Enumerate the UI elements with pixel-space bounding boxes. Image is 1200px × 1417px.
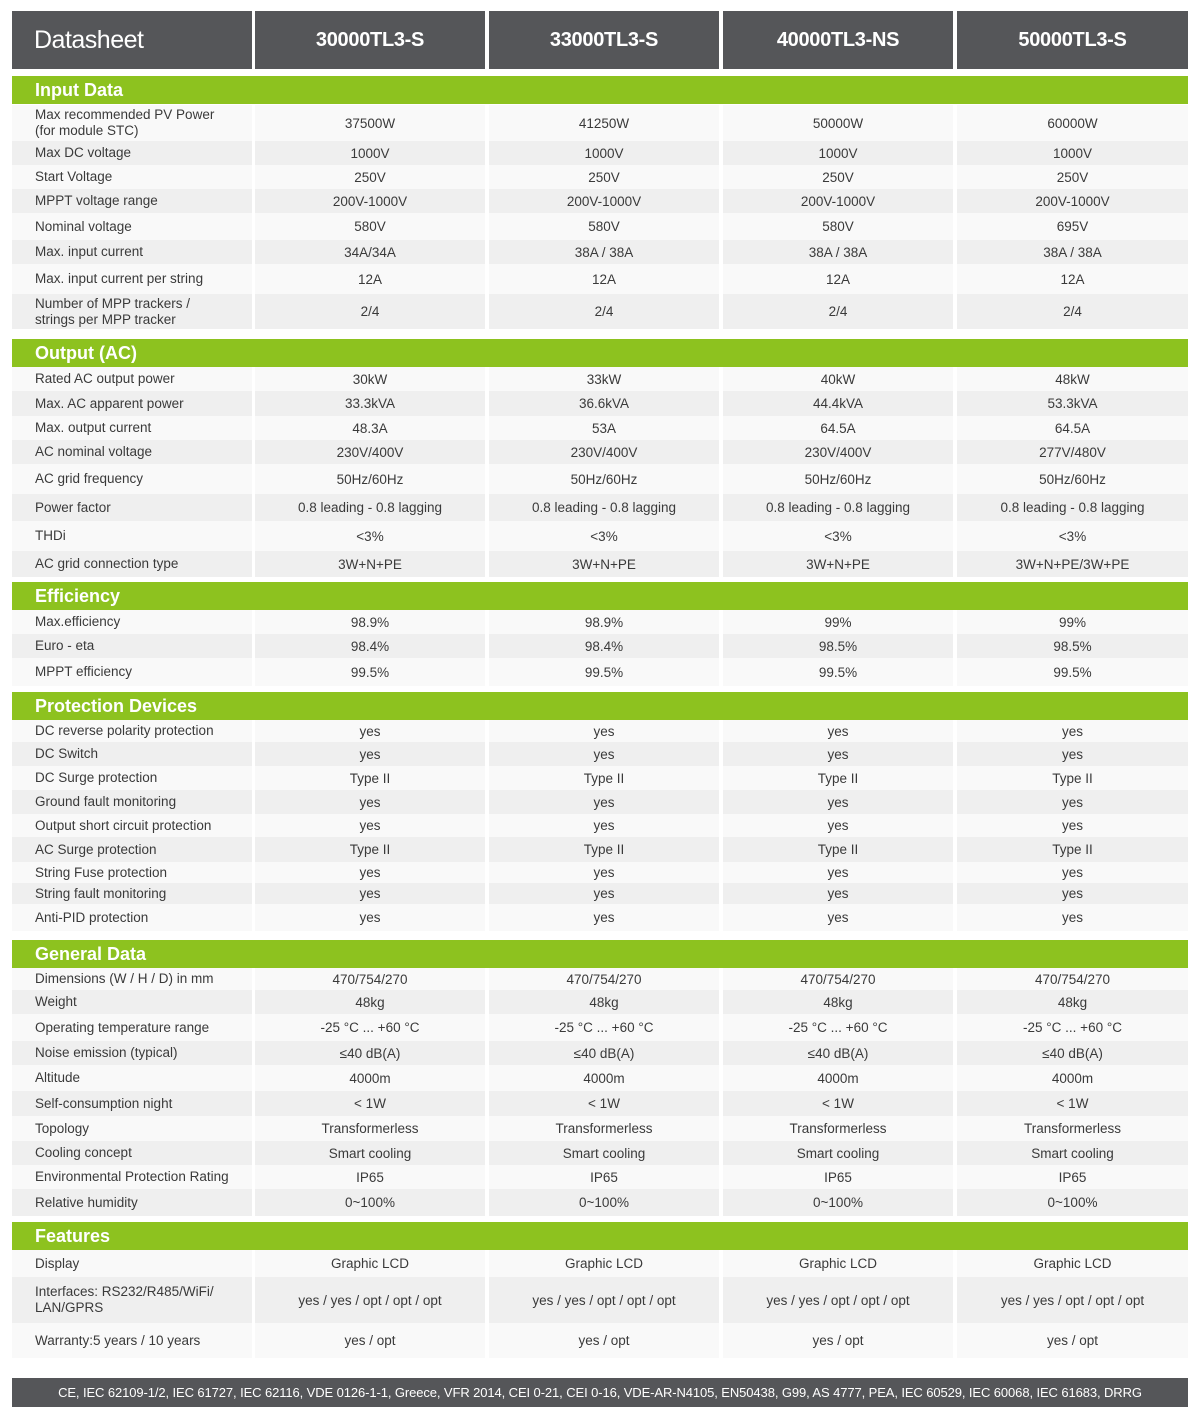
value-cell-40000tl3-ns: 44.4kVA [723, 391, 953, 416]
value-cell-40000tl3-ns: 12A [723, 264, 953, 294]
row-label: AC grid frequency [12, 464, 252, 494]
value-cell-40000tl3-ns: yes / yes / opt / opt / opt [723, 1277, 953, 1323]
value-cell-30000tl3-s: < 1W [255, 1091, 485, 1116]
table-row [0, 610, 1200, 634]
row-label: Ground fault monitoring [12, 790, 252, 814]
row-label: DC Switch [12, 742, 252, 766]
row-label: Interfaces: RS232/R485/WiFi/ LAN/GPRS [12, 1277, 252, 1323]
table-row [0, 766, 1200, 790]
value-cell-30000tl3-s: Smart cooling [255, 1141, 485, 1165]
value-cell-50000tl3-s: 0.8 leading - 0.8 lagging [957, 494, 1188, 521]
value-cell-50000tl3-s: Type II [957, 837, 1188, 862]
value-cell-30000tl3-s: Transformerless [255, 1116, 485, 1141]
value-cell-30000tl3-s: yes [255, 814, 485, 837]
value-cell-50000tl3-s: yes / yes / opt / opt / opt [957, 1277, 1188, 1323]
value-cell-40000tl3-ns: yes [723, 883, 953, 904]
section-header-input-data: Input Data [12, 76, 1188, 104]
value-cell-33000tl3-s: -25 °C ... +60 °C [489, 1014, 719, 1041]
value-cell-50000tl3-s: 12A [957, 264, 1188, 294]
row-label: Power factor [12, 494, 252, 521]
value-cell-30000tl3-s: 0~100% [255, 1189, 485, 1216]
row-label: Nominal voltage [12, 213, 252, 240]
value-cell-33000tl3-s: 470/754/270 [489, 968, 719, 990]
value-cell-40000tl3-ns: Type II [723, 766, 953, 790]
value-cell-33000tl3-s: 98.4% [489, 634, 719, 658]
value-cell-33000tl3-s: 4000m [489, 1065, 719, 1091]
row-label: DC reverse polarity protection [12, 720, 252, 742]
table-row [0, 1014, 1200, 1041]
value-cell-30000tl3-s: ≤40 dB(A) [255, 1041, 485, 1065]
value-cell-40000tl3-ns: 2/4 [723, 294, 953, 329]
table-row [0, 814, 1200, 837]
value-cell-33000tl3-s: 250V [489, 165, 719, 189]
value-cell-50000tl3-s: 1000V [957, 141, 1188, 165]
row-label: DC Surge protection [12, 766, 252, 790]
value-cell-50000tl3-s: yes [957, 904, 1188, 931]
value-cell-30000tl3-s: Type II [255, 766, 485, 790]
model-header-40000tl3-ns: 40000TL3-NS [723, 11, 953, 69]
value-cell-50000tl3-s: 200V-1000V [957, 189, 1188, 213]
value-cell-30000tl3-s: 470/754/270 [255, 968, 485, 990]
value-cell-40000tl3-ns: 48kg [723, 990, 953, 1014]
section-header-protection-devices: Protection Devices [12, 692, 1188, 720]
value-cell-40000tl3-ns: Graphic LCD [723, 1250, 953, 1277]
value-cell-33000tl3-s: yes [489, 904, 719, 931]
value-cell-40000tl3-ns: 40kW [723, 367, 953, 391]
value-cell-40000tl3-ns: 50000W [723, 105, 953, 141]
table-row [0, 294, 1200, 329]
value-cell-50000tl3-s: yes [957, 862, 1188, 883]
value-cell-33000tl3-s: <3% [489, 521, 719, 551]
value-cell-33000tl3-s: Graphic LCD [489, 1250, 719, 1277]
value-cell-50000tl3-s: 48kg [957, 990, 1188, 1014]
value-cell-40000tl3-ns: yes [723, 904, 953, 931]
value-cell-30000tl3-s: 200V-1000V [255, 189, 485, 213]
value-cell-40000tl3-ns: 470/754/270 [723, 968, 953, 990]
table-row [0, 1250, 1200, 1277]
table-row [0, 1041, 1200, 1065]
value-cell-30000tl3-s: yes [255, 790, 485, 814]
value-cell-33000tl3-s: ≤40 dB(A) [489, 1041, 719, 1065]
value-cell-40000tl3-ns: Transformerless [723, 1116, 953, 1141]
section-header-features: Features [12, 1222, 1188, 1250]
table-row [0, 968, 1200, 990]
value-cell-50000tl3-s: yes / opt [957, 1323, 1188, 1358]
value-cell-50000tl3-s: 38A / 38A [957, 240, 1188, 264]
table-row [0, 464, 1200, 494]
value-cell-33000tl3-s: 98.9% [489, 610, 719, 634]
value-cell-40000tl3-ns: < 1W [723, 1091, 953, 1116]
value-cell-40000tl3-ns: 0~100% [723, 1189, 953, 1216]
value-cell-30000tl3-s: -25 °C ... +60 °C [255, 1014, 485, 1041]
table-row [0, 742, 1200, 766]
table-row [0, 1189, 1200, 1216]
value-cell-40000tl3-ns: 4000m [723, 1065, 953, 1091]
value-cell-30000tl3-s: 580V [255, 213, 485, 240]
value-cell-33000tl3-s: yes [489, 742, 719, 766]
value-cell-33000tl3-s: IP65 [489, 1165, 719, 1189]
value-cell-40000tl3-ns: 200V-1000V [723, 189, 953, 213]
value-cell-40000tl3-ns: yes [723, 814, 953, 837]
row-label: Weight [12, 990, 252, 1014]
value-cell-30000tl3-s: <3% [255, 521, 485, 551]
value-cell-33000tl3-s: Type II [489, 837, 719, 862]
row-label: Max. input current per string [12, 264, 252, 294]
table-row [0, 416, 1200, 440]
value-cell-30000tl3-s: yes [255, 862, 485, 883]
value-cell-33000tl3-s: yes [489, 790, 719, 814]
value-cell-40000tl3-ns: 250V [723, 165, 953, 189]
value-cell-30000tl3-s: 34A/34A [255, 240, 485, 264]
value-cell-50000tl3-s: 53.3kVA [957, 391, 1188, 416]
value-cell-33000tl3-s: 50Hz/60Hz [489, 464, 719, 494]
section-header-efficiency: Efficiency [12, 582, 1188, 610]
value-cell-50000tl3-s: yes [957, 790, 1188, 814]
value-cell-40000tl3-ns: -25 °C ... +60 °C [723, 1014, 953, 1041]
value-cell-40000tl3-ns: yes [723, 790, 953, 814]
value-cell-50000tl3-s: Type II [957, 766, 1188, 790]
value-cell-50000tl3-s: < 1W [957, 1091, 1188, 1116]
table-row [0, 165, 1200, 189]
value-cell-33000tl3-s: yes [489, 862, 719, 883]
table-row [0, 551, 1200, 577]
value-cell-40000tl3-ns: ≤40 dB(A) [723, 1041, 953, 1065]
value-cell-33000tl3-s: yes [489, 883, 719, 904]
value-cell-30000tl3-s: 0.8 leading - 0.8 lagging [255, 494, 485, 521]
table-row [0, 883, 1200, 904]
model-header-50000tl3-s: 50000TL3-S [957, 11, 1188, 69]
value-cell-30000tl3-s: 230V/400V [255, 440, 485, 464]
value-cell-30000tl3-s: 2/4 [255, 294, 485, 329]
row-label: Topology [12, 1116, 252, 1141]
row-label: Max recommended PV Power (for module STC) [12, 105, 252, 141]
value-cell-40000tl3-ns: <3% [723, 521, 953, 551]
table-row [0, 1323, 1200, 1358]
certifications-footer: CE, IEC 62109-1/2, IEC 61727, IEC 62116, VDE 0126-1-1, Greece, VFR 2014, CEI 0-21, CEI 0-16, VDE-AR-N4105, EN50438, G99, AS 4777, PEA, IEC 60529, IEC 60068, IEC 61683, DRRG [12, 1378, 1188, 1407]
value-cell-50000tl3-s: <3% [957, 521, 1188, 551]
value-cell-33000tl3-s: Type II [489, 766, 719, 790]
value-cell-50000tl3-s: yes [957, 742, 1188, 766]
value-cell-50000tl3-s: 60000W [957, 105, 1188, 141]
row-label: AC nominal voltage [12, 440, 252, 464]
value-cell-50000tl3-s: 470/754/270 [957, 968, 1188, 990]
row-label: MPPT voltage range [12, 189, 252, 213]
value-cell-33000tl3-s: 33kW [489, 367, 719, 391]
table-row [0, 990, 1200, 1014]
value-cell-30000tl3-s: Type II [255, 837, 485, 862]
table-row [0, 862, 1200, 883]
value-cell-33000tl3-s: 53A [489, 416, 719, 440]
value-cell-50000tl3-s: Smart cooling [957, 1141, 1188, 1165]
value-cell-40000tl3-ns: 98.5% [723, 634, 953, 658]
value-cell-30000tl3-s: 50Hz/60Hz [255, 464, 485, 494]
value-cell-50000tl3-s: IP65 [957, 1165, 1188, 1189]
row-label: Max DC voltage [12, 141, 252, 165]
table-row [0, 367, 1200, 391]
row-label: Operating temperature range [12, 1014, 252, 1041]
value-cell-40000tl3-ns: Type II [723, 837, 953, 862]
value-cell-30000tl3-s: 4000m [255, 1065, 485, 1091]
table-row [0, 213, 1200, 240]
table-row [0, 1165, 1200, 1189]
value-cell-40000tl3-ns: 0.8 leading - 0.8 lagging [723, 494, 953, 521]
value-cell-30000tl3-s: 33.3kVA [255, 391, 485, 416]
value-cell-30000tl3-s: 3W+N+PE [255, 551, 485, 577]
table-row [0, 720, 1200, 742]
value-cell-30000tl3-s: yes [255, 720, 485, 742]
value-cell-50000tl3-s: yes [957, 814, 1188, 837]
value-cell-30000tl3-s: 37500W [255, 105, 485, 141]
value-cell-40000tl3-ns: IP65 [723, 1165, 953, 1189]
table-row [0, 189, 1200, 213]
value-cell-33000tl3-s: yes [489, 720, 719, 742]
section-header-general-data: General Data [12, 940, 1188, 968]
value-cell-33000tl3-s: yes / opt [489, 1323, 719, 1358]
value-cell-50000tl3-s: 98.5% [957, 634, 1188, 658]
value-cell-33000tl3-s: yes [489, 814, 719, 837]
value-cell-50000tl3-s: 99% [957, 610, 1188, 634]
section-header-output-ac: Output (AC) [12, 339, 1188, 367]
value-cell-33000tl3-s: 48kg [489, 990, 719, 1014]
table-row [0, 1277, 1200, 1323]
value-cell-33000tl3-s: 12A [489, 264, 719, 294]
value-cell-33000tl3-s: Smart cooling [489, 1141, 719, 1165]
table-row [0, 658, 1200, 686]
table-row [0, 391, 1200, 416]
value-cell-50000tl3-s: 2/4 [957, 294, 1188, 329]
value-cell-50000tl3-s: 99.5% [957, 658, 1188, 686]
model-header-33000tl3-s: 33000TL3-S [489, 11, 719, 69]
value-cell-30000tl3-s: 12A [255, 264, 485, 294]
row-label: Output short circuit protection [12, 814, 252, 837]
value-cell-30000tl3-s: yes [255, 883, 485, 904]
row-label: THDi [12, 521, 252, 551]
row-label: Euro - eta [12, 634, 252, 658]
value-cell-40000tl3-ns: yes [723, 742, 953, 766]
value-cell-50000tl3-s: 695V [957, 213, 1188, 240]
value-cell-50000tl3-s: 250V [957, 165, 1188, 189]
value-cell-30000tl3-s: 98.9% [255, 610, 485, 634]
model-header-30000tl3-s: 30000TL3-S [255, 11, 485, 69]
value-cell-33000tl3-s: 3W+N+PE [489, 551, 719, 577]
row-label: MPPT efficiency [12, 658, 252, 686]
value-cell-50000tl3-s: yes [957, 883, 1188, 904]
value-cell-30000tl3-s: 250V [255, 165, 485, 189]
row-label: Number of MPP trackers / strings per MPP tracker [12, 294, 252, 329]
value-cell-50000tl3-s: ≤40 dB(A) [957, 1041, 1188, 1065]
table-row [0, 440, 1200, 464]
row-label: Self-consumption night [12, 1091, 252, 1116]
value-cell-50000tl3-s: Graphic LCD [957, 1250, 1188, 1277]
value-cell-40000tl3-ns: 38A / 38A [723, 240, 953, 264]
table-row [0, 240, 1200, 264]
value-cell-50000tl3-s: yes [957, 720, 1188, 742]
value-cell-40000tl3-ns: 99.5% [723, 658, 953, 686]
table-row [0, 141, 1200, 165]
value-cell-33000tl3-s: 0~100% [489, 1189, 719, 1216]
value-cell-50000tl3-s: 50Hz/60Hz [957, 464, 1188, 494]
value-cell-33000tl3-s: yes / yes / opt / opt / opt [489, 1277, 719, 1323]
value-cell-50000tl3-s: 4000m [957, 1065, 1188, 1091]
value-cell-33000tl3-s: 580V [489, 213, 719, 240]
table-row [0, 837, 1200, 862]
value-cell-40000tl3-ns: 230V/400V [723, 440, 953, 464]
value-cell-33000tl3-s: 38A / 38A [489, 240, 719, 264]
value-cell-50000tl3-s: Transformerless [957, 1116, 1188, 1141]
value-cell-33000tl3-s: 2/4 [489, 294, 719, 329]
value-cell-30000tl3-s: 99.5% [255, 658, 485, 686]
row-label: String Fuse protection [12, 862, 252, 883]
row-label: Cooling concept [12, 1141, 252, 1165]
value-cell-40000tl3-ns: yes / opt [723, 1323, 953, 1358]
value-cell-33000tl3-s: 41250W [489, 105, 719, 141]
row-label: Anti-PID protection [12, 904, 252, 931]
table-row [0, 1116, 1200, 1141]
value-cell-30000tl3-s: 98.4% [255, 634, 485, 658]
table-row [0, 1091, 1200, 1116]
value-cell-33000tl3-s: 36.6kVA [489, 391, 719, 416]
row-label: Start Voltage [12, 165, 252, 189]
row-label: Max.efficiency [12, 610, 252, 634]
value-cell-50000tl3-s: -25 °C ... +60 °C [957, 1014, 1188, 1041]
value-cell-30000tl3-s: yes / yes / opt / opt / opt [255, 1277, 485, 1323]
value-cell-40000tl3-ns: 50Hz/60Hz [723, 464, 953, 494]
row-label: Environmental Protection Rating [12, 1165, 252, 1189]
row-label: Max. output current [12, 416, 252, 440]
row-label: Max. AC apparent power [12, 391, 252, 416]
table-row [0, 790, 1200, 814]
row-label: Dimensions (W / H / D) in mm [12, 968, 252, 990]
value-cell-33000tl3-s: 230V/400V [489, 440, 719, 464]
table-row [0, 264, 1200, 294]
value-cell-30000tl3-s: IP65 [255, 1165, 485, 1189]
value-cell-40000tl3-ns: yes [723, 862, 953, 883]
table-row [0, 494, 1200, 521]
value-cell-33000tl3-s: 99.5% [489, 658, 719, 686]
row-label: Altitude [12, 1065, 252, 1091]
value-cell-30000tl3-s: yes / opt [255, 1323, 485, 1358]
value-cell-30000tl3-s: yes [255, 904, 485, 931]
value-cell-33000tl3-s: < 1W [489, 1091, 719, 1116]
value-cell-40000tl3-ns: 3W+N+PE [723, 551, 953, 577]
row-label: String fault monitoring [12, 883, 252, 904]
row-label: Noise emission (typical) [12, 1041, 252, 1065]
value-cell-40000tl3-ns: 1000V [723, 141, 953, 165]
value-cell-50000tl3-s: 0~100% [957, 1189, 1188, 1216]
table-row [0, 904, 1200, 931]
value-cell-40000tl3-ns: yes [723, 720, 953, 742]
value-cell-33000tl3-s: 200V-1000V [489, 189, 719, 213]
value-cell-33000tl3-s: Transformerless [489, 1116, 719, 1141]
row-label: Rated AC output power [12, 367, 252, 391]
row-label: AC grid connection type [12, 551, 252, 577]
value-cell-30000tl3-s: yes [255, 742, 485, 766]
value-cell-50000tl3-s: 64.5A [957, 416, 1188, 440]
row-label: Display [12, 1250, 252, 1277]
value-cell-30000tl3-s: 30kW [255, 367, 485, 391]
value-cell-33000tl3-s: 1000V [489, 141, 719, 165]
row-label: Warranty:5 years / 10 years [12, 1323, 252, 1358]
value-cell-50000tl3-s: 3W+N+PE/3W+PE [957, 551, 1188, 577]
value-cell-30000tl3-s: Graphic LCD [255, 1250, 485, 1277]
table-row [0, 634, 1200, 658]
value-cell-33000tl3-s: 0.8 leading - 0.8 lagging [489, 494, 719, 521]
value-cell-40000tl3-ns: 99% [723, 610, 953, 634]
value-cell-40000tl3-ns: 580V [723, 213, 953, 240]
value-cell-30000tl3-s: 48.3A [255, 416, 485, 440]
value-cell-50000tl3-s: 277V/480V [957, 440, 1188, 464]
table-row [0, 1141, 1200, 1165]
row-label: AC Surge protection [12, 837, 252, 862]
table-row [0, 105, 1200, 141]
value-cell-30000tl3-s: 48kg [255, 990, 485, 1014]
row-label: Max. input current [12, 240, 252, 264]
value-cell-50000tl3-s: 48kW [957, 367, 1188, 391]
row-label: Relative humidity [12, 1189, 252, 1216]
table-row [0, 1065, 1200, 1091]
table-row [0, 521, 1200, 551]
datasheet-title: Datasheet [12, 11, 252, 69]
value-cell-30000tl3-s: 1000V [255, 141, 485, 165]
value-cell-40000tl3-ns: 64.5A [723, 416, 953, 440]
value-cell-40000tl3-ns: Smart cooling [723, 1141, 953, 1165]
